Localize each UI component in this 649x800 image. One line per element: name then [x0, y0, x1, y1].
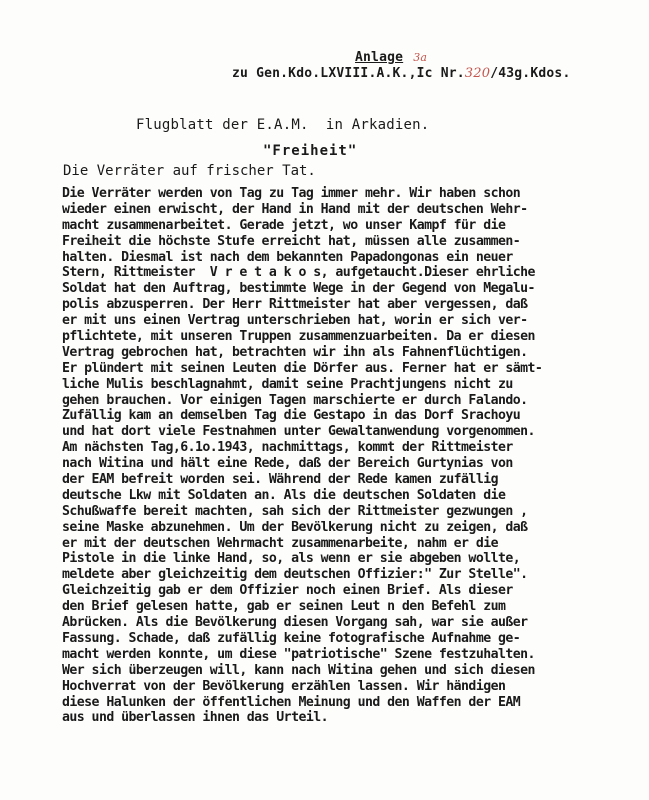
body-text	[62, 186, 634, 726]
attachment-label-text: Anlage	[355, 50, 404, 65]
body-line: deutsche Lkw mit Soldaten an. Als die deutschen Soldaten die	[62, 487, 506, 503]
body-line: aus und überlassen ihnen das Urteil.	[62, 710, 329, 726]
body-line: liche Mulis beschlagnahmt, damit seine Prachtjungens nicht zu	[62, 376, 513, 392]
body-line: polis abzusperren. Der Herr Rittmeister hat aber vergessen, daß	[62, 297, 528, 313]
reference-suffix: /43g.Kdos.	[490, 66, 571, 81]
body-line: seine Maske abzunehmen. Um der Bevölkerung nicht zu zeigen, daß	[62, 519, 528, 535]
attachment-label	[355, 50, 427, 65]
body-line: der EAM befreit worden sei. Während der Rede kamen zufällig	[62, 472, 498, 488]
body-line: macht werden konnte, um diese "patriotische" Szene festzuhalten.	[62, 646, 535, 662]
reference-number: 320	[464, 66, 491, 81]
body-line: Soldat hat den Auftrag, bestimmte Wege in der Gegend von Megalu-	[62, 281, 535, 297]
body-line: den Brief gelesen hatte, gab er seinen Leut n den Befehl zum	[62, 599, 506, 615]
body-line: er mit uns einen Vertrag unterschrieben hat, worin er sich ver-	[62, 313, 528, 329]
attachment-number: 3a	[413, 51, 428, 64]
body-line: diese Halunken der öffentlichen Meinung und den Waffen der EAM	[62, 694, 521, 710]
reference-prefix: zu Gen.Kdo.LXVIII.A.K.,Ic Nr.	[232, 66, 465, 81]
body-line: und hat dort viele Festnahmen unter Gewaltanwendung vorgenommen.	[62, 424, 535, 440]
lead-heading: Die Verräter auf frischer Tat.	[63, 163, 316, 179]
body-line: meldete aber gleichzeitig dem deutschen Offizier:" Zur Stelle".	[62, 567, 528, 583]
body-line: Er plündert mit seinen Leuten die Dörfer aus. Ferner hat er sämt-	[62, 360, 543, 376]
body-line: Die Verräter werden von Tag zu Tag immer mehr. Wir haben schon	[62, 186, 521, 201]
body-line: nach Witina und hält eine Rede, daß der Bereich Gurtynias von	[62, 456, 513, 472]
body-line: Pistole in die linke Hand, so, als wenn er sie abgeben wollte,	[62, 551, 521, 567]
body-line: Gleichzeitig gab er dem Offizier noch einen Brief. Als dieser	[62, 583, 513, 599]
body-line: Hochverrat von der Bevölkerung erzählen lassen. Wir händigen	[62, 678, 506, 694]
body-line: er mit der deutschen Wehrmacht zusammenarbeite, nahm er die	[62, 535, 498, 551]
body-line: Freiheit die höchste Stufe erreicht hat, müssen alle zusammen-	[62, 233, 521, 249]
body-line: macht zusammenarbeitet. Gerade jetzt, wo unser Kampf für die	[62, 217, 506, 233]
body-line: gehen brauchen. Vor einigen Tagen marschierte er durch Falando.	[62, 392, 528, 408]
body-line: Schußwaffe bereit machten, sah sich der Rittmeister gezwungen ,	[62, 503, 528, 519]
body-line: halten. Diesmal ist nach dem bekannten Papadongonas ein neuer	[62, 249, 513, 265]
body-line: wieder einen erwischt, der Hand in Hand mit der deutschen Wehr-	[62, 201, 528, 217]
leaflet-name: "Freiheit"	[263, 143, 358, 159]
body-line: Stern, Rittmeister V r e t a k o s, aufgetaucht.Dieser ehrliche	[62, 265, 535, 281]
document-title: Flugblatt der E.A.M. in Arkadien.	[136, 117, 430, 133]
body-line: Am nächsten Tag,6.1o.1943, nachmittags, kommt der Rittmeister	[62, 440, 513, 456]
reference-line	[232, 66, 570, 81]
body-line: pflichtete, mit unseren Truppen zusammenzuarbeiten. Da er diesen	[62, 329, 535, 345]
body-line: Fassung. Schade, daß zufällig keine fotografische Aufnahme ge-	[62, 630, 521, 646]
body-line: Zufällig kam an demselben Tag die Gestapo in das Dorf Srachoyu	[62, 408, 521, 424]
body-line: Vertrag gebrochen hat, betrachten wir ihn als Fahnenflüchtigen.	[62, 344, 528, 360]
body-line: Wer sich überzeugen will, kann nach Witina gehen und sich diesen	[62, 662, 535, 678]
body-line: Abrücken. Als die Bevölkerung diesen Vorgang sah, war sie außer	[62, 615, 528, 631]
